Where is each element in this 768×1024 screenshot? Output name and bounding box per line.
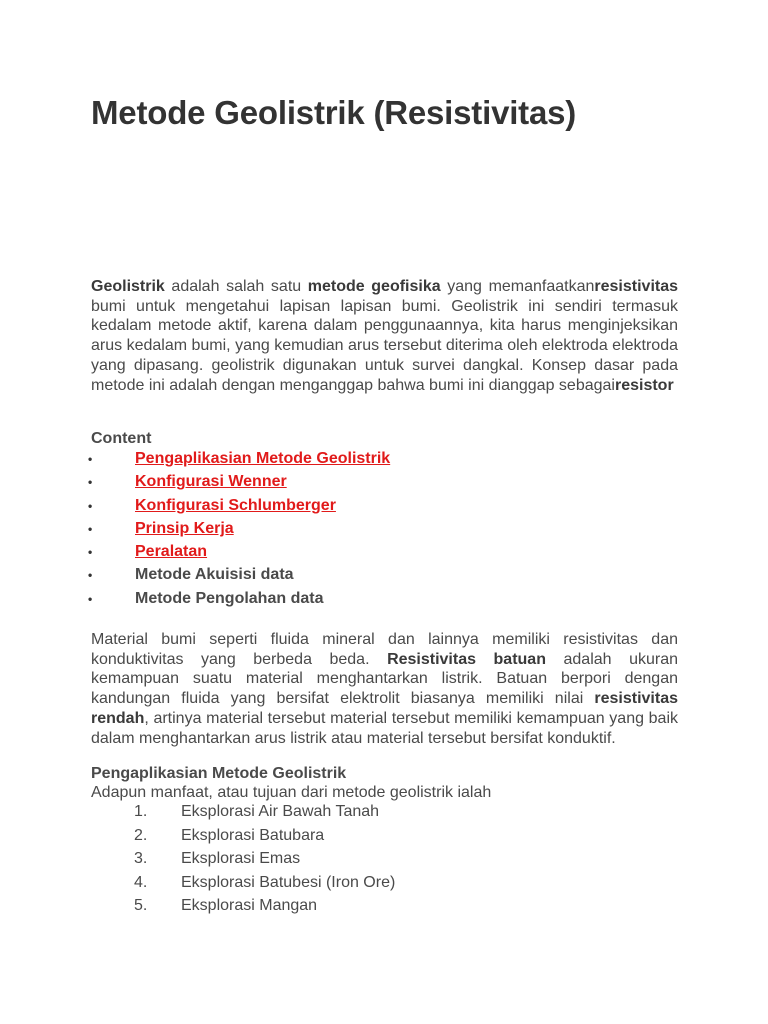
term-resistivitas-rendah: resistivitas rendah [91,690,678,727]
bullet-icon: • [88,591,93,606]
term-resistor: resistor [614,376,674,394]
page-title: Metode Geolistrik (Resistivitas) [91,94,577,131]
bullet-icon: • [88,568,93,583]
application-heading: Pengaplikasian Metode Geolistrik [91,765,347,782]
toc-text-pengolahan: Metode Pengolahan data [135,589,324,607]
term-metode-geofisika: metode geofisika [307,278,441,295]
content-heading: Content [91,430,152,447]
list-item-label: Eksplorasi Batubesi (Iron Ore) [181,873,396,891]
list-item-label: Eksplorasi Air Bawah Tanah [181,803,380,820]
list-number: 4. [134,873,148,891]
list-item-label: Eksplorasi Emas [181,850,301,867]
toc-link-schlumberger[interactable]: Konfigurasi Schlumberger [135,496,336,514]
toc-link-pengaplikasian[interactable]: Pengaplikasian Metode Geolistrik [135,450,391,467]
list-number: 1. [134,803,148,820]
application-intro: Adapun manfaat, atau tujuan dari metode geolistrik ialah [91,784,492,801]
bullet-icon: • [88,521,93,536]
list-item-label: Eksplorasi Batubara [181,826,325,844]
list-number: 3. [134,850,148,867]
toc-link-prinsip-kerja[interactable]: Prinsip Kerja [135,519,234,537]
material-paragraph: Material bumi seperti fluida mineral dan lainnya memiliki resistivitas dan konduktivitas yang berbeda beda. Resistivitas batuan adalah ukuran kemampuan suatu material menghantarkan listrik. Batuan berpori dengan kandungan fluida yang bersifat elektrolit biasanya memiliki nilai resistivitas rendah, artinya material tersebut material tersebut memiliki kemampuan yang baik dalam menghantarkan arus listrik atau material tersebut bersifat konduktif. [91,631,679,747]
term-resistivitas-batuan: Resistivitas batuan [387,650,546,668]
intro-paragraph: Geolistrik adalah salah satu metode geofisika yang memanfaatkanresistivitas bumi untuk mengetahui lapisan lapisan bumi. Geolistrik ini sendiri termasuk kedalam metode aktif, karena dalam penggunaannya, kita harus menginjeksikan arus kedalam bumi, yang kemudian arus tersebut diterima oleh elektroda elektroda yang dipasang. geolistrik digunakan untuk survei dangkal. Konsep dasar pada metode ini adalah dengan menganggap bahwa bumi ini dianggap sebagairesistor [91,278,679,394]
bullet-icon: • [88,452,93,466]
list-item-label: Eksplorasi Mangan [181,897,318,914]
toc-link-peralatan[interactable]: Peralatan [135,543,208,561]
list-number: 2. [134,826,148,844]
bullet-icon: • [88,498,93,513]
term-geolistrik: Geolistrik [91,278,165,295]
term-resistivitas: resistivitas [594,278,679,295]
toc-text-akuisisi: Metode Akuisisi data [135,566,294,584]
bullet-icon: • [88,545,93,560]
bullet-icon: • [88,475,93,490]
list-number: 5. [134,897,148,914]
toc-link-wenner[interactable]: Konfigurasi Wenner [135,473,287,491]
